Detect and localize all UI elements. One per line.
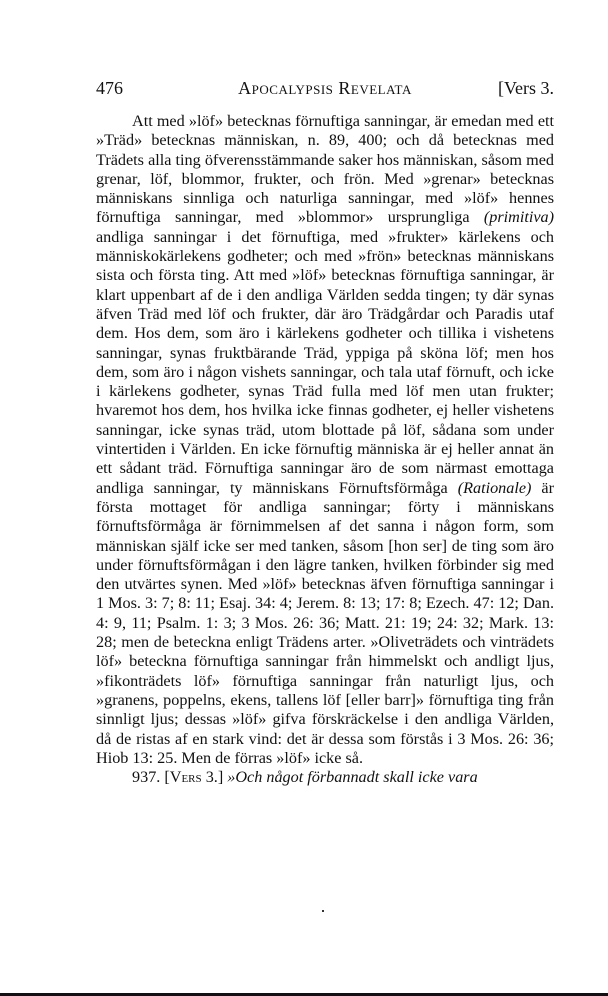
body-text (96, 112, 554, 787)
running-title: Apocalypsis Revelata (238, 78, 412, 98)
latin-term: (primitiva) (483, 208, 554, 227)
print-speck (322, 910, 324, 912)
paragraph-number: 937. (132, 768, 161, 787)
page-number: 476 (96, 78, 123, 98)
paragraph-937 (96, 768, 554, 787)
paragraph-leaves: Att med »löf» betecknas förnuftiga sanningar, är emedan med ett »Träd» betecknas människan, n. 89, 400; och då betecknas med Trädets alla ting öfverensstämmande saker hos människan, såsom med grenar, löf, blommor, frukter, och frön. Med »grenar» betecknas människans sinnliga och naturliga sanningar, med »löf» hennes förnuftiga sanningar, med »blommor» ursprungliga (primitiva) andliga sanningar i det förnuftiga, med »frukter» kärlekens och människokärlekens godheter; och med »frön» betecknas människans sista och första ting. Att med »löf» betecknas förnuftiga sanningar, är klart uppenbart af de i den andliga Världen sedda tingen; ty där synas äfven Träd med löf och frukter, där äro Trädgårdar och Paradis utaf dem. Hos dem, som äro i kärlekens godheter och tillika i vishetens sanningar, synas fruktbärande Träd, yppiga på sköna löf; men hos dem, som äro i någon vishets sanningar, och tala utaf förnuft, och icke i kärlekens godheter, synas Träd fulla med löf men utan frukter; hvaremot hos dem, hos hvilka icke finnas godheter, ej heller vishetens sanningar, icke synas träd, utom blottade på löf, sådana som under vintertiden i Världen. En icke förnuftig människa är ej heller annat än ett sådant träd. Förnuftiga sanningar äro de som närmast emottaga andliga sanningar, ty människans Förnuftsförmåga (Rationale) är första mottaget för andliga sanningar; förty i människans förnuftsförmåga är förnimmelsen af det sanna i någon form, som människan själf icke ser med tanken, såsom [hon ser] de ting som äro under förnuftsförmågan i den lägre tanken, hvilken förbinder sig med den utvärtes synen. Med »löf» betecknas äfven förnuftiga sanningar i 1 Mos. 3: 7; 8: 11; Esaj. 34: 4; Jerem. 8: 13; 17: 8; Ezech. 47: 12; Dan. 4: 9, 11; Psalm. 1: 3; 3 Mos. 26: 36; Matt. 21: 19; 24: 32; Mark. 13: 28; men de beteckna enligt Trädens arter. »Oliveträdets och vinträdets löf» beteckna förnuftiga sanningar från himmelskt och andligt ljus, »fikonträdets löf» förnuftiga sanningar från naturligt ljus, och »granens, poppelns, ekens, tallens löf [eller barr]» förnuftiga ting från sinnligt ljus; dessas »löf» gifva förskräckelse i den andliga Världen, då de ristas af en stark vind: det är dessa som förstås i 3 Mos. 26: 36; Hiob 13: 25. Men de förras »löf» icke så. (96, 112, 554, 767)
verse-quote: »Och något förbannadt skall icke vara (227, 768, 478, 787)
running-header (96, 76, 554, 100)
latin-term: (Rationale) (457, 478, 532, 497)
verse-reference: [Vers 3.] (164, 768, 224, 787)
section-reference: [Vers 3. (498, 78, 554, 98)
